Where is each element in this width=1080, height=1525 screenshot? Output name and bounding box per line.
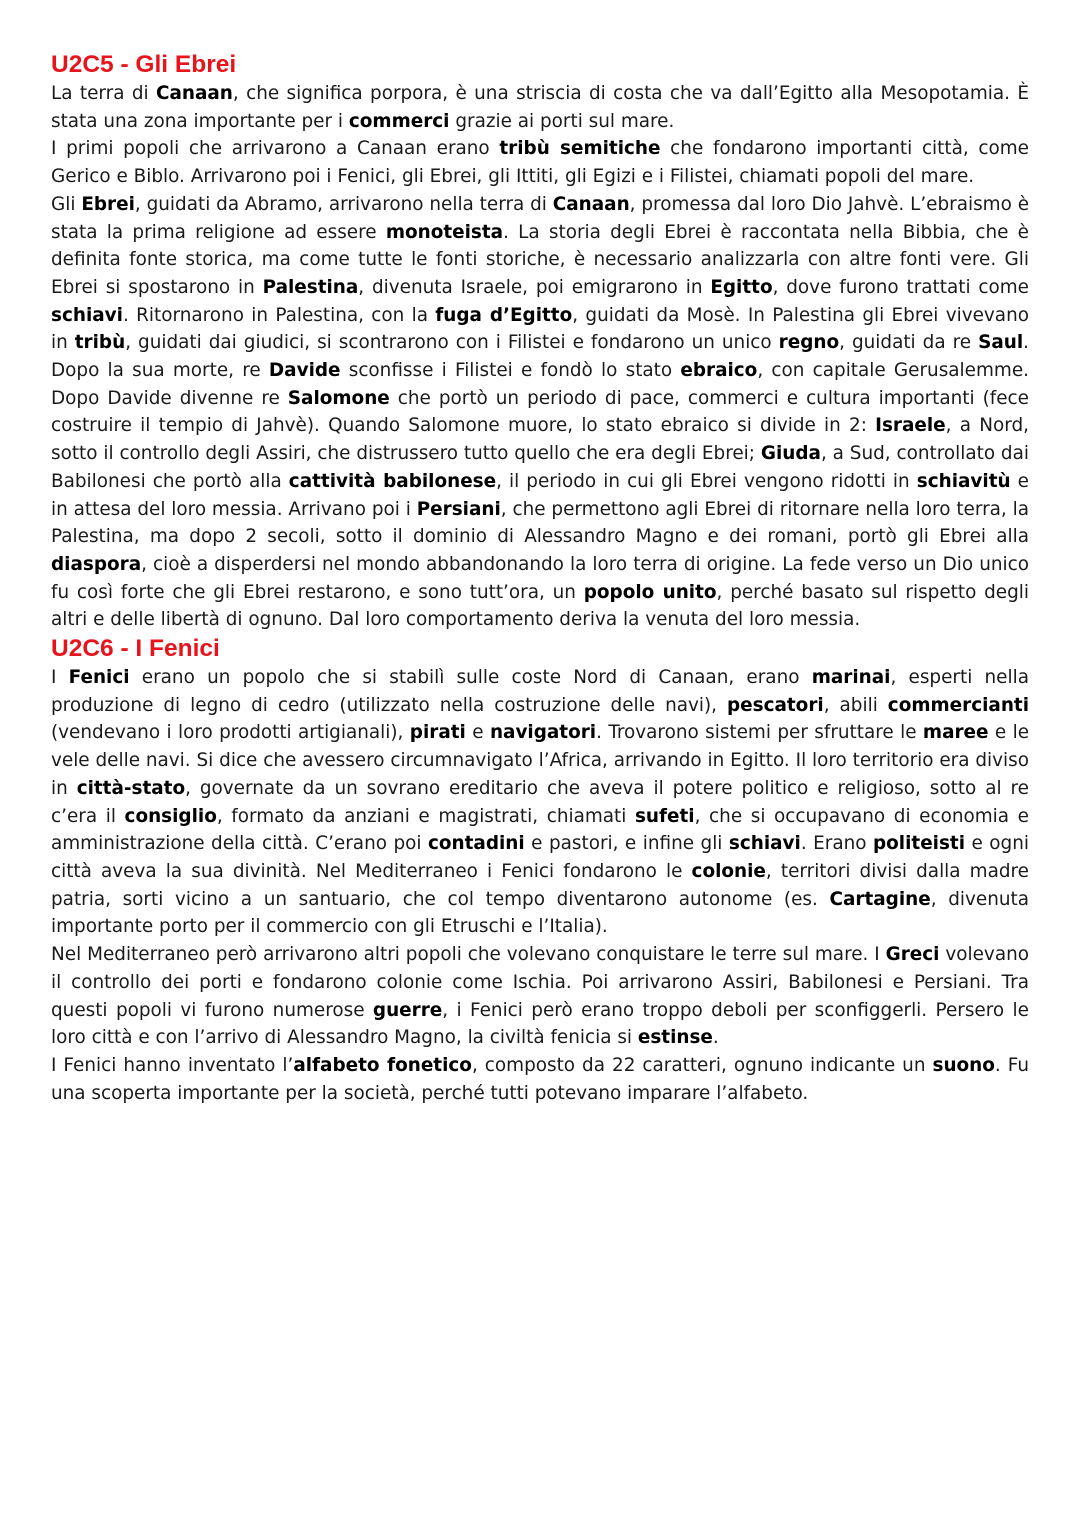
bold-term: colonie [691, 860, 766, 882]
text-run: volevano il controllo dei porti e fondarono colonie come Ischia. Poi arrivarono Assiri, Babilonesi e Persiani. Tra questi popoli vi furono numerose [51, 944, 1029, 1021]
bold-term: Canaan [155, 83, 233, 104]
text-run: e pastori, e infine gli [524, 833, 729, 855]
text-run: , guidati da Abramo, arrivarono nella terra di [134, 193, 553, 215]
bold-term: Giuda [760, 443, 821, 465]
text-run: La terra di [51, 83, 156, 104]
bold-term: Palestina [262, 276, 359, 298]
text-run: , guidati dai giudici, si scontrarono con i Filistei e fondarono un unico [125, 332, 779, 354]
text-run: e in attesa del loro messia. Arrivano poi i [51, 470, 1029, 520]
bold-term: alfabeto fonetico [293, 1054, 472, 1076]
text-run: . Dopo la sua morte, re [51, 332, 1029, 382]
section-title: U2C6 - I Fenici [51, 635, 220, 663]
text-run: , guidati da Mosè. In Palestina gli Ebrei vivevano in [51, 304, 1029, 354]
text-run: , che significa porpora, è una striscia di costa che va dall’Egitto alla Mesopotamia. È stata una zona importante per i [51, 83, 1029, 132]
bold-term: pirati [409, 722, 466, 744]
bold-term: contadini [427, 833, 525, 855]
text-run: erano un popolo che si stabilì sulle coste Nord di Canaan, erano [129, 667, 812, 689]
text-run: , perché basato sul rispetto degli altri e delle libertà di ognuno. Dal loro comportamento deriva la venuta del loro messia. [51, 581, 1029, 631]
bold-term: suono [932, 1054, 995, 1076]
text-run: e le vele delle navi. Si dice che avessero circumnavigato l’Africa, arrivando in Egitto. Il loro territorio era diviso in [51, 722, 1030, 799]
bold-term: commercianti [887, 694, 1030, 716]
text-run: che portò un periodo di pace, commerci e cultura importanti (fece costruire il tempio di Jahvè). Quando Salomone muore, lo stato ebraico si divide in 2: [51, 387, 1029, 437]
text-run: . Fu una scoperta importante per la società, perché tutti potevano imparare l’alfabeto. [51, 1054, 1029, 1104]
bold-term: consiglio [124, 805, 217, 827]
text-run: Gli [51, 193, 82, 215]
text-run: Nel Mediterraneo però arrivarono altri popoli che volevano conquistare le terre sul mare. I [51, 944, 886, 966]
text-run: I [51, 667, 69, 689]
text-run: , il periodo in cui gli Ebrei vengono ridotti in [496, 470, 917, 492]
text-run: , governate da un sovrano ereditario che aveva il potere politico e religioso, sotto al re c’era il [51, 777, 1029, 827]
bold-term: Salomone [287, 387, 390, 409]
bold-term: Israele [875, 415, 946, 437]
bold-term: Greci [885, 944, 940, 966]
bold-term: popolo unito [583, 581, 717, 603]
text-run: che fondarono importanti città, come Gerico e Biblo. Arrivarono poi i Fenici, gli Ebrei, gli Ittiti, gli Egizi e i Filistei, chiamati popoli del mare. [51, 138, 1029, 188]
text-run: . Ritornarono in Palestina, con la [122, 304, 436, 326]
text-run: , a Sud, controllato dai Babilonesi che portò alla [51, 443, 1029, 492]
bold-term: cattività babilonese [288, 470, 497, 492]
bold-term: commerci [348, 110, 450, 132]
text-run: , i Fenici però erano troppo deboli per sconfiggerli. Persero le loro città e con l’arrivo di Alessandro Magno, la civiltà fenicia si [51, 999, 1029, 1049]
text-run: e [465, 722, 490, 744]
bold-term: schiavi [51, 304, 123, 326]
bold-term: Egitto [710, 276, 773, 298]
bold-term: tribù semitiche [499, 138, 661, 160]
text-run: , divenuta importante porto per il commercio con gli Etruschi e l’Italia). [51, 888, 1029, 938]
bold-term: Davide [268, 360, 341, 382]
text-run: . La storia degli Ebrei è raccontata nella Bibbia, che è definita fonte storica, ma come tutte le fonti storiche, è necessario analizzarla con altre fonti vere. Gli Ebrei si spostarono in [51, 221, 1029, 298]
section-ebrei [51, 50, 1029, 634]
bold-term: città-stato [76, 777, 186, 799]
bold-term: schiavi [728, 833, 801, 855]
bold-term: Persiani [416, 498, 501, 520]
bold-term: fuga d’Egitto [435, 304, 573, 326]
bold-term: ebraico [680, 360, 758, 382]
text-run: I Fenici hanno inventato l’ [51, 1054, 294, 1076]
text-run: . Trovarono sistemi per sfruttare le [596, 722, 923, 744]
bold-term: estinse [637, 1027, 713, 1049]
bold-term: maree [922, 722, 989, 744]
text-run: , con capitale Gerusalemme. Dopo Davide divenne re [51, 360, 1029, 409]
text-run: , dove furono trattati come [772, 276, 1029, 298]
text-run: sconfisse i Filistei e fondò lo stato [340, 360, 681, 382]
bold-term: marinai [811, 667, 891, 689]
paragraph [51, 664, 1029, 941]
text-run: , cioè a disperdersi nel mondo abbandonando la loro terra di origine. La fede verso un Dio unico fu così forte che gli Ebrei restarono, e sono tutt’ora, un [51, 553, 1029, 603]
text-run: , che permettono agli Ebrei di ritornare nella loro terra, la Palestina, ma dopo 2 secoli, sotto il dominio di Alessandro Magno e dei romani, portò gli Ebrei alla [51, 498, 1029, 548]
bold-term: sufeti [634, 805, 695, 827]
text-run: , formato da anziani e magistrati, chiamati [216, 805, 635, 827]
bold-term: tribù [74, 332, 126, 354]
text-run: , guidati da re [839, 332, 979, 354]
bold-term: Canaan [552, 193, 630, 215]
bold-term: Fenici [68, 667, 130, 689]
text-run: , composto da 22 caratteri, ognuno indicante un [471, 1054, 933, 1076]
bold-term: pescatori [727, 694, 824, 716]
bold-term: Ebrei [81, 193, 135, 215]
section-fenici [51, 634, 1029, 1107]
bold-term: Saul [978, 332, 1024, 354]
bold-term: diaspora [51, 553, 142, 575]
text-run: (vendevano i loro prodotti artigianali), [51, 722, 410, 744]
text-run: I primi popoli che arrivarono a Canaan erano [51, 138, 500, 160]
text-run: grazie ai porti sul mare. [449, 110, 675, 132]
paragraph [51, 135, 1029, 190]
paragraph [51, 1052, 1029, 1107]
bold-term: navigatori [489, 722, 597, 744]
paragraph [51, 80, 1029, 135]
text-run: , che si occupavano di economia e amministrazione della città. C’erano poi [51, 805, 1029, 855]
bold-term: schiavitù [916, 470, 1011, 492]
text-run: . [712, 1027, 719, 1049]
text-run: , promessa dal loro Dio Jahvè. L’ebraismo è stata la prima religione ad essere [51, 193, 1030, 243]
bold-term: guerre [372, 999, 443, 1021]
text-run: , divenuta Israele, poi emigrarono in [358, 276, 711, 298]
text-run: , a Nord, sotto il controllo degli Assiri, che distrussero tutto quello che era degli Ebrei; [51, 415, 1029, 465]
text-run: e ogni città aveva la sua divinità. Nel Mediterraneo i Fenici fondarono le [51, 833, 1029, 882]
text-run: , territori divisi dalla madre patria, sorti vicino a un santuario, che col tempo diventarono autonome (es. [51, 860, 1029, 910]
bold-term: regno [778, 332, 840, 354]
paragraph [51, 941, 1029, 1052]
paragraph [51, 191, 1029, 634]
text-run: , esperti nella produzione di legno di cedro (utilizzato nella costruzione delle navi), [51, 667, 1029, 716]
bold-term: politeisti [873, 833, 966, 855]
text-run: , abili [823, 694, 888, 716]
bold-term: Cartagine [829, 888, 931, 910]
bold-term: monoteista [385, 221, 504, 243]
section-title: U2C5 - Gli Ebrei [51, 51, 237, 78]
text-run: . Erano [800, 833, 873, 855]
document-page [51, 50, 1029, 1107]
